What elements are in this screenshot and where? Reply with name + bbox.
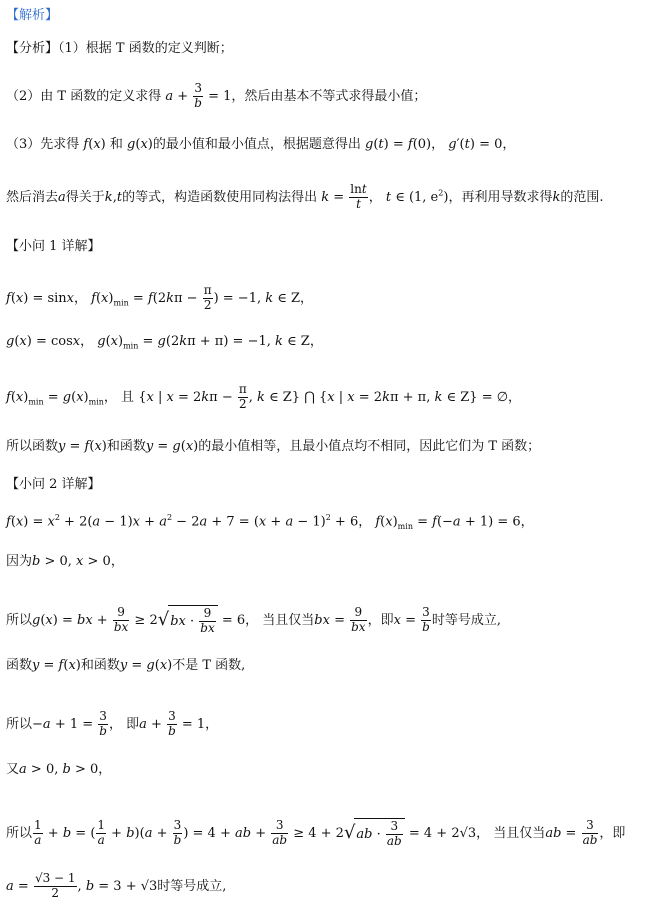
analysis-point-2-tail: ，然后由基本不等式求得最小值； [231, 88, 427, 104]
q2-again: 又 [6, 762, 20, 777]
analysis-point-2-text: （2）由 T 函数的定义求得 [6, 88, 162, 104]
analysis-line-1 [6, 42, 233, 55]
q2-and-func: 和函数 [80, 658, 120, 673]
q2-line-min: 所以 $\frac{1}{a}$ + b = ( $\frac{1}{a}$ + b)(a + $\frac{3}{b}$ ) = 4 + ab + $\frac{3}{ab}$ ≥ 4 + 2√ab · $\frac{3}{ab}$ = 4 + 2√3， 当且仅当ab = $\frac{3}{ab}$ ，即 [6, 818, 626, 848]
q2-equal-holds-2: 时等号成立, [157, 878, 227, 894]
q2-func: 函数 [6, 658, 33, 673]
q1-conclusion: 所以函数y = f(x)和函数y = g(x)的最小值相等，且最小值点均不相同，因此它们为 T 函数； [6, 439, 541, 454]
analysis-label: 【分析】 [6, 41, 59, 56]
analysis-point-3-mid: 的最小值和最小值点，根据题意得出 [152, 137, 361, 152]
math-a-plus-3-over-b: a + $\frac{3}{b}$ = 1 [165, 81, 232, 110]
q2-line-values: a = $\frac{√3 - 1}{2}$ , b = 3 + √3时等号成立, [6, 871, 227, 900]
q2-so: 所以 [6, 612, 33, 628]
q2-line-because: 因为b > 0, x > 0， [6, 554, 124, 569]
analysis-point-4-text: 然后消去 [6, 189, 59, 205]
analysis-line-4: 然后消去a得关于k,t的等式，构造函数使用同构法得出 k = $\frac{\ln t}{t}$ ， t ∈ (1, $e^2$)，再利用导数求得k的范围. [6, 182, 604, 211]
analysis-point-3-text: （3）先求得 [6, 137, 80, 152]
q1-line-sets: $f(x)_{min} = g(x)_{min}$， 且 {x | x = 2kπ − $\frac{\pi}{2}$ , k ∈ Z} ⋂ {x | x = 2kπ + π, k ∈ Z} = ∅， [6, 382, 522, 411]
q2-when-only-2: 当且仅当 [493, 825, 546, 841]
analysis-point-4-tail: ，再利用导数求得 [448, 189, 553, 205]
q1-and: 且 [121, 389, 135, 405]
q2-line-f: $f(x) = x^2 + 2(a - 1)x + a^2 - 2a + 7 = (x + a - 1)^2 + 6$， $f(x)_{min} = f(-a + 1) = 6$， [6, 513, 534, 531]
q1-conclusion-start: 所以函数 [6, 439, 59, 454]
q2-not-t: 不是 T 函数, [172, 658, 246, 673]
q2-ie-2: 即 [126, 716, 140, 732]
q1-label: 【小问 1 详解】 [6, 239, 101, 254]
solution-heading: 【解析】 [6, 8, 59, 23]
analysis-range: 的范围. [560, 189, 604, 205]
q2-line-a: 所以−a + 1 = $\frac{3}{b}$ ， 即a + $\frac{3}{b}$ = 1， [6, 709, 219, 738]
q2-when-only: 当且仅当 [262, 612, 315, 628]
analysis-and: 和 [109, 137, 123, 152]
analysis-line-3: （3）先求得 f(x) 和 g(x)的最小值和最小值点，根据题意得出 g(t) = f(0)， g′(t) = 0， [6, 137, 516, 152]
q2-so-3: 所以 [6, 825, 33, 841]
q1-line-f: f(x) = sinx， $f(x)_{min} = f(2k\pi$ − $\frac{\pi}{2}$ ) = −1, k ∈ Z， [6, 283, 314, 312]
q1-line-g: g(x) = cosx， $g(x)_{min} = g(2k\pi + \pi) = -1$, k ∈ Z， [6, 334, 323, 351]
analysis-about: 得关于 [65, 189, 105, 205]
q2-line-ineq: 所以g(x) = bx + $\frac{9}{bx}$ ≥ 2√bx · $\frac{9}{bx}$ = 6， 当且仅当bx = $\frac{9}{bx}$ ，即x = $\frac{3}{b}$ 时等号成立, [6, 605, 501, 635]
q2-line-not-t: 函数y = f(x)和函数y = g(x)不是 T 函数, [6, 658, 246, 673]
q2-line-again: 又a > 0, b > 0， [6, 762, 112, 777]
q2-ie: 即 [380, 612, 394, 628]
q2-ie-3: ，即 [599, 825, 626, 841]
analysis-point-1: （1）根据 T 函数的定义判断； [58, 41, 233, 56]
q1-conclusion-tail: 的最小值相等，且最小值点均不相同，因此它们为 T 函数； [198, 439, 541, 454]
q2-equal-holds: 时等号成立, [431, 612, 501, 628]
q2-label: 【小问 2 详解】 [6, 477, 101, 492]
analysis-point-4-mid: 的等式，构造函数使用同构法得出 [122, 189, 318, 205]
q1-conclusion-and: 和函数 [106, 439, 146, 454]
analysis-line-2 [6, 82, 426, 111]
q2-so-2: 所以 [6, 716, 33, 732]
q2-because: 因为 [6, 554, 33, 569]
